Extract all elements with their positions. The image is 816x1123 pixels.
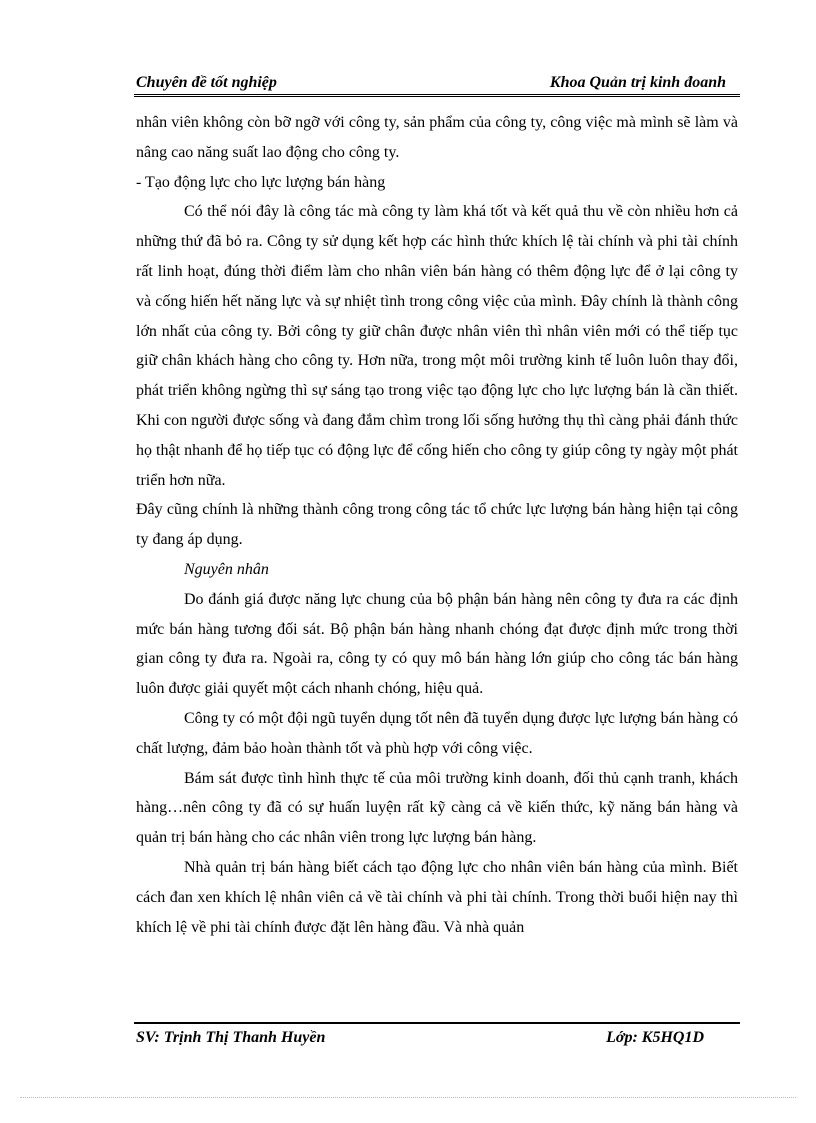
subheading-cause: Nguyên nhân [184, 560, 269, 578]
footer-student-name: SV: Trịnh Thị Thanh Huyền [136, 1029, 326, 1046]
paragraph: Bám sát được tình hình thực tế của môi trường kinh doanh, đối thủ cạnh tranh, khách hàng…nên công ty đã có sự huấn luyện rất kỹ càng cả về kiến thức, kỹ năng bán hàng và quản trị bán hàng cho các nhân viên trong lực lượng bán hàng. [136, 769, 738, 847]
paragraph: Do đánh giá được năng lực chung của bộ phận bán hàng nên công ty đưa ra các định mức bán hàng tương đối sát. Bộ phận bán hàng nhanh chóng đạt được định mức trong thời gian công ty đưa ra. Ngoài ra, công ty có quy mô bán hàng lớn giúp cho công tác bán hàng luôn được giải quyết một cách nhanh chóng, hiệu quả. [136, 590, 738, 698]
page-edge-divider [20, 1097, 796, 1098]
header-faculty: Khoa Quản trị kinh đoanh [549, 74, 726, 91]
header-thesis-title: Chuyên đề tốt nghiệp [136, 74, 277, 91]
paragraph: Nhà quản trị bán hàng biết cách tạo động lực cho nhân viên bán hàng của mình. Biết cách đan xen khích lệ nhân viên cả về tài chính và phi tài chính. Trong thời buổi hiện nay thì khích lệ về phi tài chính được đặt lên hàng đầu. Và nhà quản [136, 858, 738, 936]
page-header [134, 70, 740, 97]
paragraph: Công ty có một đội ngũ tuyển dụng tốt nên đã tuyển dụng được lực lượng bán hàng có chất lượng, đảm bảo hoàn thành tốt và phù hợp với công việc. [136, 709, 738, 757]
page-footer [134, 1022, 740, 1048]
paragraph: nhân viên không còn bỡ ngỡ với công ty, sản phẩm của công ty, công việc mà mình sẽ làm và nâng cao năng suất lao động cho công ty. [136, 114, 738, 161]
section-bullet: - Tạo động lực cho lực lượng bán hàng [136, 173, 386, 191]
paragraph: Đây cũng chính là những thành công trong công tác tổ chức lực lượng bán hàng hiện tại công ty đang áp dụng. [136, 501, 738, 549]
footer-class: Lớp: K5HQ1D [606, 1029, 704, 1046]
document-body [136, 108, 738, 942]
paragraph: Có thể nói đây là công tác mà công ty làm khá tốt và kết quả thu về còn nhiều hơn cả những thứ đã bỏ ra. Công ty sử dụng kết hợp các hình thức khích lệ tài chính và phi tài chính rất linh hoạt, đúng thời điểm làm cho nhân viên bán hàng có thêm động lực để ở lại công ty và cống hiến hết năng lực và sự nhiệt tình trong công việc của mình. Đây chính là thành công lớn nhất của công ty. Bởi công ty giữ chân được nhân viên thì nhân viên mới có thể tiếp tục giữ chân khách hàng cho công ty. Hơn nữa, trong một môi trường kinh tế luôn luôn thay đổi, phát triển không ngừng thì sự sáng tạo trong việc tạo động lực cho lực lượng bán là cần thiết. Khi con người được sống và đang đắm chìm trong lối sống hưởng thụ thì càng phải đánh thức họ thật nhanh để họ tiếp tục có động lực để cống hiến cho công ty giúp công ty ngày một phát triển hơn nữa. [136, 203, 738, 489]
